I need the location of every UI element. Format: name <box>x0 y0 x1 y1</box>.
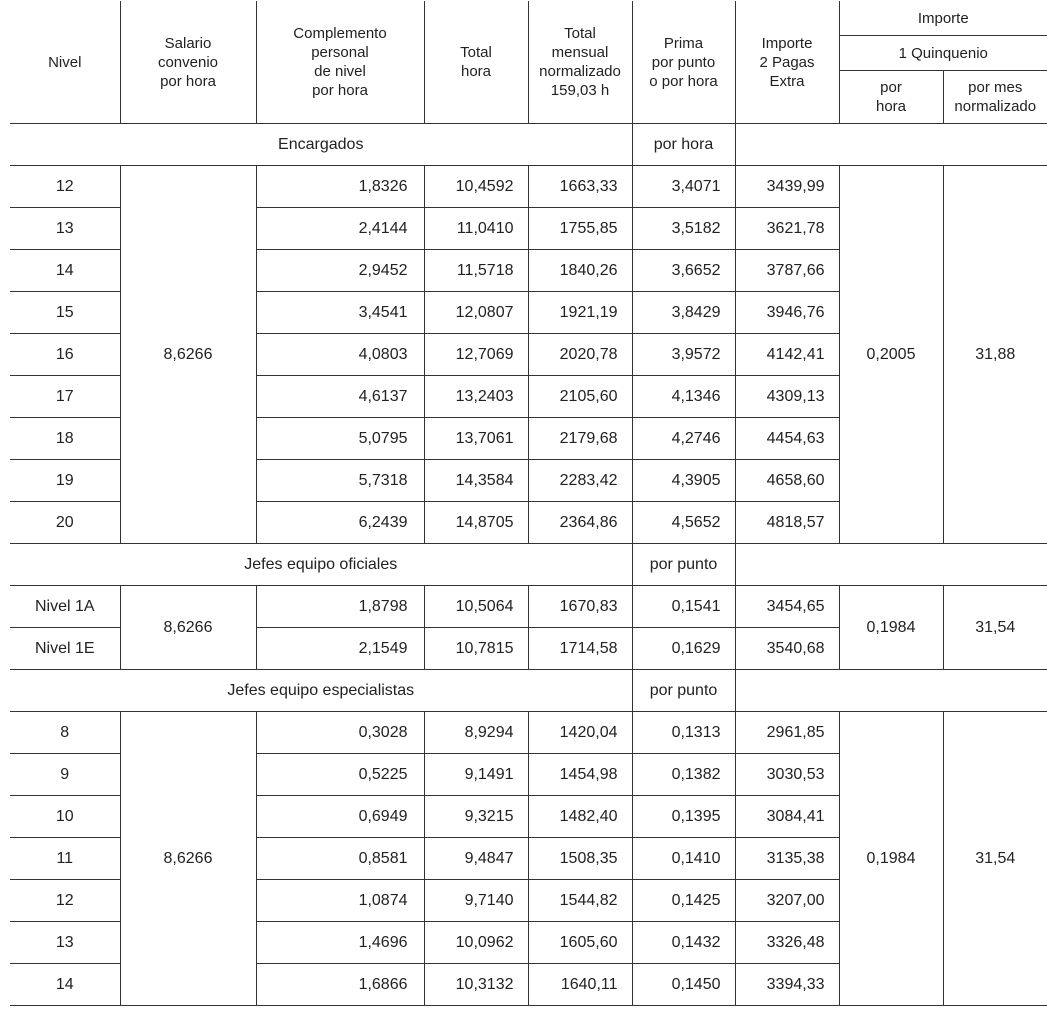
cell-total-mensual: 1605,60 <box>528 922 632 964</box>
header-quinquenio: 1 Quinquenio <box>839 36 1047 71</box>
cell-nivel: 10 <box>10 796 120 838</box>
cell-total-mensual: 1663,33 <box>528 166 632 208</box>
cell-nivel: 14 <box>10 250 120 292</box>
cell-total-mensual: 2105,60 <box>528 376 632 418</box>
cell-prima: 4,5652 <box>632 502 735 544</box>
cell-prima: 0,1450 <box>632 964 735 1006</box>
section-header-row <box>10 124 1047 166</box>
cell-nivel: 19 <box>10 460 120 502</box>
cell-salario: 8,6266 <box>120 712 256 1006</box>
header-prima: Prima por punto o por hora <box>632 1 735 124</box>
cell-total-hora: 9,1491 <box>424 754 528 796</box>
cell-complemento: 4,0803 <box>256 334 424 376</box>
cell-nivel: 12 <box>10 166 120 208</box>
cell-salario: 8,6266 <box>120 586 256 670</box>
table-row <box>10 166 1047 208</box>
header-complemento: Complemento personal de nivel por hora <box>256 1 424 124</box>
cell-prima: 3,8429 <box>632 292 735 334</box>
cell-total-hora: 14,8705 <box>424 502 528 544</box>
cell-importe-pagas: 4454,63 <box>735 418 839 460</box>
cell-nivel: 8 <box>10 712 120 754</box>
cell-total-hora: 10,4592 <box>424 166 528 208</box>
cell-prima: 0,1425 <box>632 880 735 922</box>
cell-total-hora: 10,5064 <box>424 586 528 628</box>
cell-complemento: 1,8326 <box>256 166 424 208</box>
cell-quinq-mes: 31,54 <box>943 586 1047 670</box>
cell-prima: 3,6652 <box>632 250 735 292</box>
section-title: Jefes equipo oficiales <box>10 544 632 586</box>
cell-importe-pagas: 3946,76 <box>735 292 839 334</box>
cell-total-mensual: 1454,98 <box>528 754 632 796</box>
header-salario: Salario convenio por hora <box>120 1 256 124</box>
cell-nivel: 14 <box>10 964 120 1006</box>
cell-total-mensual: 1714,58 <box>528 628 632 670</box>
cell-quinq-hora: 0,2005 <box>839 166 943 544</box>
cell-total-mensual: 2020,78 <box>528 334 632 376</box>
cell-nivel: Nivel 1A <box>10 586 120 628</box>
cell-complemento: 1,0874 <box>256 880 424 922</box>
cell-total-hora: 8,9294 <box>424 712 528 754</box>
cell-nivel: 16 <box>10 334 120 376</box>
section-blank <box>735 544 1047 586</box>
section-prima-label: por punto <box>632 670 735 712</box>
cell-complemento: 1,8798 <box>256 586 424 628</box>
cell-total-mensual: 2364,86 <box>528 502 632 544</box>
cell-importe-pagas: 3207,00 <box>735 880 839 922</box>
table-row <box>10 586 1047 628</box>
cell-prima: 0,1541 <box>632 586 735 628</box>
cell-nivel: 20 <box>10 502 120 544</box>
cell-importe-pagas: 3454,65 <box>735 586 839 628</box>
cell-complemento: 5,7318 <box>256 460 424 502</box>
header-total-mensual: Total mensual normalizado 159,03 h <box>528 1 632 124</box>
cell-prima: 0,1313 <box>632 712 735 754</box>
cell-nivel: 17 <box>10 376 120 418</box>
cell-complemento: 2,4144 <box>256 208 424 250</box>
cell-importe-pagas: 4658,60 <box>735 460 839 502</box>
cell-importe-pagas: 3621,78 <box>735 208 839 250</box>
cell-importe-pagas: 4818,57 <box>735 502 839 544</box>
cell-prima: 0,1629 <box>632 628 735 670</box>
cell-total-mensual: 2283,42 <box>528 460 632 502</box>
cell-importe-pagas: 4142,41 <box>735 334 839 376</box>
cell-importe-pagas: 4309,13 <box>735 376 839 418</box>
cell-complemento: 1,4696 <box>256 922 424 964</box>
cell-quinq-hora: 0,1984 <box>839 712 943 1006</box>
cell-prima: 4,2746 <box>632 418 735 460</box>
cell-quinq-mes: 31,88 <box>943 166 1047 544</box>
cell-salario: 8,6266 <box>120 166 256 544</box>
cell-total-mensual: 1544,82 <box>528 880 632 922</box>
cell-total-mensual: 1670,83 <box>528 586 632 628</box>
cell-importe-pagas: 3326,48 <box>735 922 839 964</box>
cell-nivel: 11 <box>10 838 120 880</box>
section-prima-label: por punto <box>632 544 735 586</box>
cell-prima: 0,1382 <box>632 754 735 796</box>
cell-prima: 0,1432 <box>632 922 735 964</box>
cell-complemento: 2,1549 <box>256 628 424 670</box>
header-nivel: Nivel <box>10 1 120 124</box>
cell-prima: 4,3905 <box>632 460 735 502</box>
cell-total-mensual: 1640,11 <box>528 964 632 1006</box>
cell-nivel: 13 <box>10 922 120 964</box>
cell-total-hora: 9,3215 <box>424 796 528 838</box>
cell-total-hora: 11,0410 <box>424 208 528 250</box>
cell-total-mensual: 1840,26 <box>528 250 632 292</box>
cell-total-mensual: 1482,40 <box>528 796 632 838</box>
cell-complemento: 0,8581 <box>256 838 424 880</box>
cell-complemento: 0,5225 <box>256 754 424 796</box>
header-importe: Importe <box>839 1 1047 36</box>
cell-prima: 4,1346 <box>632 376 735 418</box>
cell-nivel: 12 <box>10 880 120 922</box>
cell-total-mensual: 1420,04 <box>528 712 632 754</box>
cell-complemento: 2,9452 <box>256 250 424 292</box>
header-total-hora: Total hora <box>424 1 528 124</box>
section-header-row <box>10 544 1047 586</box>
cell-total-mensual: 1755,85 <box>528 208 632 250</box>
cell-total-mensual: 2179,68 <box>528 418 632 460</box>
cell-complemento: 0,3028 <box>256 712 424 754</box>
section-blank <box>735 670 1047 712</box>
cell-nivel: 18 <box>10 418 120 460</box>
cell-nivel: 13 <box>10 208 120 250</box>
cell-total-hora: 9,7140 <box>424 880 528 922</box>
cell-nivel: 15 <box>10 292 120 334</box>
cell-total-mensual: 1921,19 <box>528 292 632 334</box>
cell-complemento: 1,6866 <box>256 964 424 1006</box>
cell-quinq-mes: 31,54 <box>943 712 1047 1006</box>
cell-total-hora: 14,3584 <box>424 460 528 502</box>
cell-quinq-hora: 0,1984 <box>839 586 943 670</box>
cell-complemento: 4,6137 <box>256 376 424 418</box>
cell-total-hora: 9,4847 <box>424 838 528 880</box>
header-por-mes: por mes normalizado <box>943 71 1047 124</box>
header-por-hora: por hora <box>839 71 943 124</box>
cell-total-hora: 12,7069 <box>424 334 528 376</box>
cell-complemento: 0,6949 <box>256 796 424 838</box>
cell-prima: 3,9572 <box>632 334 735 376</box>
salary-table <box>10 1 1047 1006</box>
cell-prima: 0,1395 <box>632 796 735 838</box>
cell-nivel: 9 <box>10 754 120 796</box>
cell-importe-pagas: 3540,68 <box>735 628 839 670</box>
cell-importe-pagas: 3439,99 <box>735 166 839 208</box>
cell-importe-pagas: 3084,41 <box>735 796 839 838</box>
cell-prima: 0,1410 <box>632 838 735 880</box>
cell-prima: 3,5182 <box>632 208 735 250</box>
cell-complemento: 5,0795 <box>256 418 424 460</box>
cell-importe-pagas: 2961,85 <box>735 712 839 754</box>
cell-importe-pagas: 3394,33 <box>735 964 839 1006</box>
cell-total-hora: 10,3132 <box>424 964 528 1006</box>
cell-nivel: Nivel 1E <box>10 628 120 670</box>
cell-total-mensual: 1508,35 <box>528 838 632 880</box>
table-body <box>10 124 1047 1006</box>
cell-total-hora: 13,7061 <box>424 418 528 460</box>
cell-complemento: 6,2439 <box>256 502 424 544</box>
section-title: Jefes equipo especialistas <box>10 670 632 712</box>
cell-total-hora: 12,0807 <box>424 292 528 334</box>
cell-total-hora: 10,7815 <box>424 628 528 670</box>
section-title: Encargados <box>10 124 632 166</box>
cell-total-hora: 13,2403 <box>424 376 528 418</box>
cell-prima: 3,4071 <box>632 166 735 208</box>
cell-total-hora: 10,0962 <box>424 922 528 964</box>
section-header-row <box>10 670 1047 712</box>
cell-importe-pagas: 3135,38 <box>735 838 839 880</box>
cell-total-hora: 11,5718 <box>424 250 528 292</box>
cell-importe-pagas: 3787,66 <box>735 250 839 292</box>
header-importe-pagas: Importe 2 Pagas Extra <box>735 1 839 124</box>
section-prima-label: por hora <box>632 124 735 166</box>
cell-complemento: 3,4541 <box>256 292 424 334</box>
section-blank <box>735 124 1047 166</box>
cell-importe-pagas: 3030,53 <box>735 754 839 796</box>
table-row <box>10 712 1047 754</box>
